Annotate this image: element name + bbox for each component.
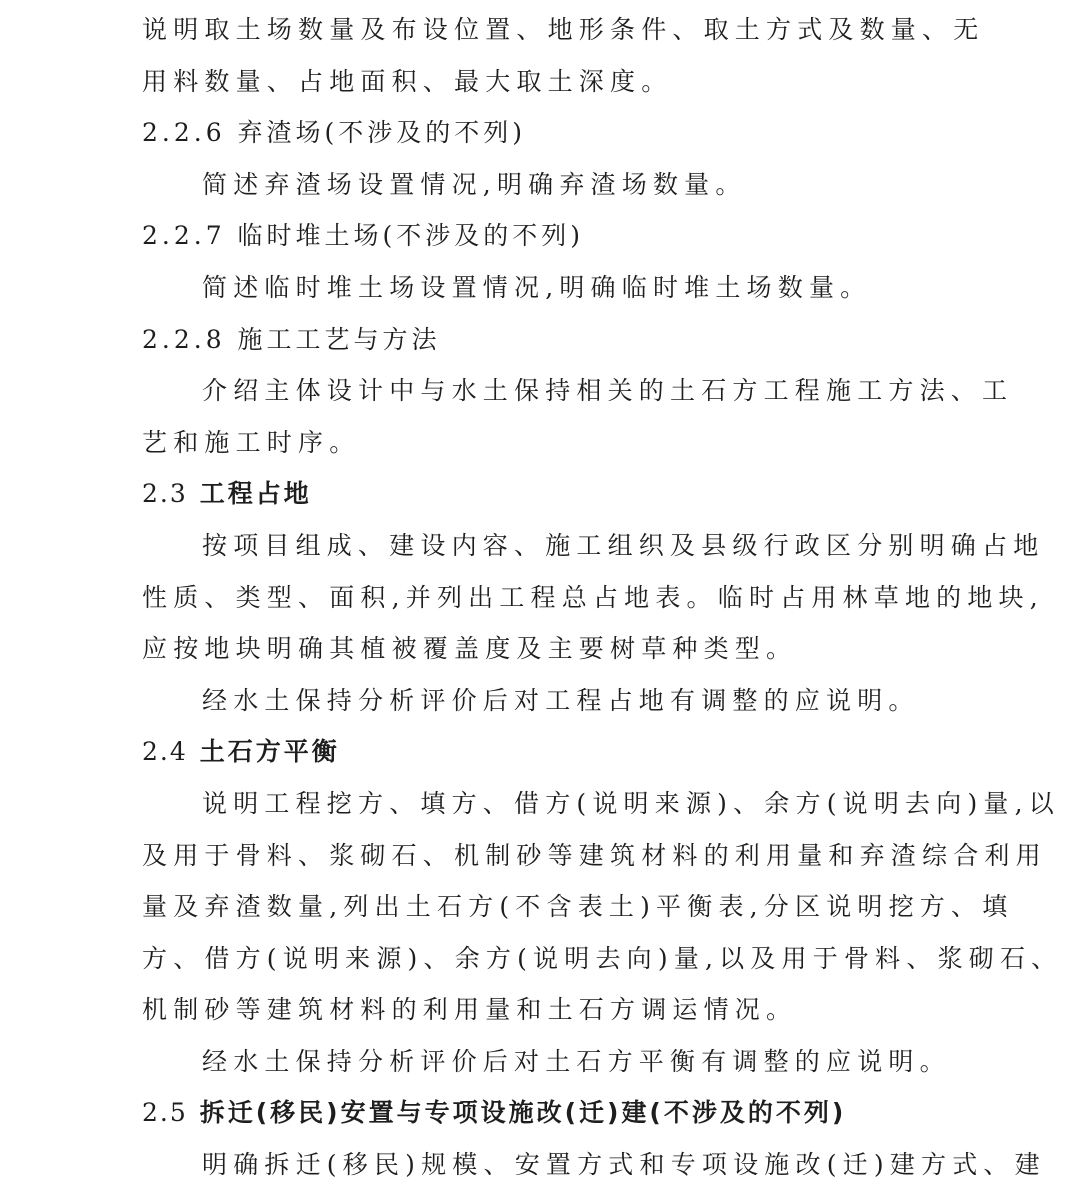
paragraph-line: 明确拆迁(移民)规模、安置方式和专项设施改(迁)建方式、建 (202, 1150, 1046, 1180)
section-number: 2.5 (142, 1098, 188, 1128)
section-heading-2-2-6: 2.2.6 弃渣场(不涉及的不列) (142, 118, 527, 148)
paragraph-line: 性质、类型、面积,并列出工程总占地表。临时占用林草地的地块, (142, 582, 1044, 612)
section-number: 2.4 (142, 737, 188, 767)
paragraph-line: 介绍主体设计中与水土保持相关的土石方工程施工方法、工 (202, 376, 1014, 406)
section-heading-2-2-7: 2.2.7 临时堆土场(不涉及的不列) (142, 221, 585, 251)
paragraph-line: 简述弃渣场设置情况,明确弃渣场数量。 (202, 169, 747, 199)
paragraph-line: 经水土保持分析评价后对土石方平衡有调整的应说明。 (202, 1046, 951, 1076)
section-title: 拆迁(移民)安置与专项设施改(迁)建(不涉及的不列) (199, 1098, 847, 1128)
paragraph-line: 及用于骨料、浆砌石、机制砂等建筑材料的利用量和弃渣综合利用 (142, 840, 1047, 870)
paragraph-line: 应按地块明确其植被覆盖度及主要树草种类型。 (142, 634, 798, 664)
paragraph-line: 简述临时堆土场设置情况,明确临时堆土场数量。 (202, 272, 872, 302)
section-heading-2-2-8: 2.2.8 施工工艺与方法 (142, 324, 441, 354)
section-heading-2-3 (142, 468, 948, 520)
paragraph-line: 机制砂等建筑材料的利用量和土石方调运情况。 (142, 995, 798, 1025)
paragraph-line: 按项目组成、建设内容、施工组织及县级行政区分别明确占地 (202, 530, 1045, 560)
paragraph-line: 说明取土场数量及布设位置、地形条件、取土方式及数量、无 (142, 15, 985, 44)
paragraph-line: 经水土保持分析评价后对工程占地有调整的应说明。 (202, 685, 920, 715)
section-number: 2.3 (142, 479, 188, 509)
section-title: 土石方平衡 (199, 737, 340, 767)
section-heading-2-4 (142, 726, 948, 778)
paragraph-line: 方、借方(说明来源)、余方(说明去向)量,以及用于骨料、浆砌石、 (142, 943, 1063, 973)
paragraph-line: 艺和施工时序。 (142, 427, 361, 457)
document-page (142, 4, 1063, 1191)
section-heading-2-5 (142, 1087, 948, 1139)
section-title: 工程占地 (199, 479, 312, 509)
paragraph-line: 量及弃渣数量,列出土石方(不含表土)平衡表,分区说明挖方、填 (142, 892, 1014, 922)
paragraph-line: 用料数量、占地面积、最大取土深度。 (142, 66, 673, 96)
paragraph-line: 说明工程挖方、填方、借方(说明来源)、余方(说明去向)量,以 (202, 788, 1060, 818)
